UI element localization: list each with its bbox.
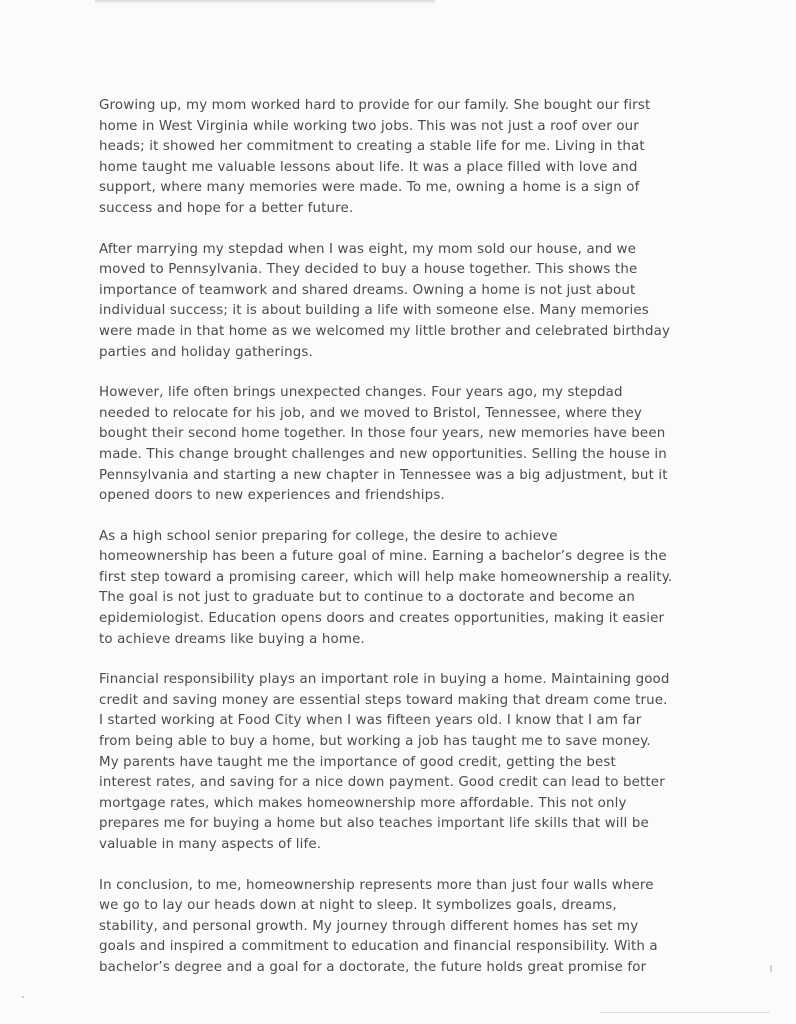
paragraph-tennessee [99, 383, 689, 507]
text-line: parties and holiday gatherings. [99, 344, 313, 360]
text-line: opened doors to new experiences and friendships. [99, 488, 445, 504]
paragraph-pennsylvania [99, 240, 689, 364]
text-line: As a high school senior preparing for college, the desire to achieve [99, 528, 558, 544]
text-line: prepares me for buying a home but also teaches important life skills that will be [99, 816, 649, 832]
scan-artifact-top [95, 0, 435, 4]
text-line: support, where many memories were made. To me, owning a home is a sign of [99, 180, 640, 196]
text-line: success and hope for a better future. [99, 200, 354, 216]
text-line: Financial responsibility plays an important role in buying a home. Maintaining good [99, 672, 670, 688]
text-line: to achieve dreams like buying a home. [99, 631, 365, 647]
text-line: needed to relocate for his job, and we moved to Bristol, Tennessee, where they [99, 405, 642, 421]
text-line: made. This change brought challenges and new opportunities. Selling the house in [99, 446, 667, 462]
paragraph-education [99, 527, 689, 651]
paragraph-childhood-home [99, 96, 689, 220]
text-line: My parents have taught me the importance of good credit, getting the best [99, 754, 616, 770]
text-line: credit and saving money are essential steps toward making that dream come true. [99, 692, 668, 708]
text-line: valuable in many aspects of life. [99, 837, 322, 852]
text-line: epidemiologist. Education opens doors and creates opportunities, making it easier [99, 611, 665, 627]
text-line: I started working at Food City when I was fifteen years old. I know that I am far [99, 713, 642, 729]
text-line: bought their second home together. In those four years, new memories have been [99, 426, 666, 442]
text-line: individual success; it is about building a life with someone else. Many memories [99, 303, 649, 319]
text-line: home taught me valuable lessons about life. It was a place filled with love and [99, 159, 638, 175]
text-line: moved to Pennsylvania. They decided to buy a house together. This shows the [99, 262, 638, 278]
text-line: bachelor’s degree and a goal for a doctorate, the future holds great promise for [99, 959, 647, 975]
text-line: However, life often brings unexpected changes. Four years ago, my stepdad [99, 385, 623, 401]
scan-artifact-bottom [600, 1012, 770, 1013]
essay-body [99, 96, 689, 999]
text-line: first step toward a promising career, which will help make homeownership a reality. [99, 569, 673, 585]
text-line: After marrying my stepdad when I was eight, my mom sold our house, and we [99, 241, 637, 257]
text-line: were made in that home as we welcomed my little brother and celebrated birthday [99, 323, 671, 339]
text-line: we go to lay our heads down at night to sleep. It symbolizes goals, dreams, [99, 898, 617, 914]
text-line: importance of teamwork and shared dreams. Owning a home is not just about [99, 282, 636, 298]
text-line: home in West Virginia while working two jobs. This was not just a roof over our [99, 118, 639, 134]
scan-speck [22, 996, 24, 998]
paragraph-financial-responsibility [99, 670, 689, 855]
text-line: The goal is not just to graduate but to continue to a doctorate and become an [99, 590, 636, 606]
text-line: goals and inspired a commitment to education and financial responsibility. With a [99, 939, 658, 955]
text-line: from being able to buy a home, but working a job has taught me to save money. [99, 734, 651, 750]
text-line: Growing up, my mom worked hard to provide for our family. She bought our first [99, 98, 651, 113]
paragraph-conclusion [99, 876, 689, 979]
text-line: In conclusion, to me, homeownership represents more than just four walls where [99, 877, 654, 893]
scan-speck [770, 965, 772, 972]
text-line: homeownership has been a future goal of mine. Earning a bachelor’s degree is the [99, 549, 667, 565]
text-line: heads; it showed her commitment to creating a stable life for me. Living in that [99, 139, 645, 155]
text-line: interest rates, and saving for a nice down payment. Good credit can lead to better [99, 775, 665, 791]
text-line: mortgage rates, which makes homeownership more affordable. This not only [99, 795, 627, 811]
text-line: Pennsylvania and starting a new chapter in Tennessee was a big adjustment, but it [99, 467, 668, 483]
text-line: stability, and personal growth. My journey through different homes has set my [99, 918, 639, 934]
